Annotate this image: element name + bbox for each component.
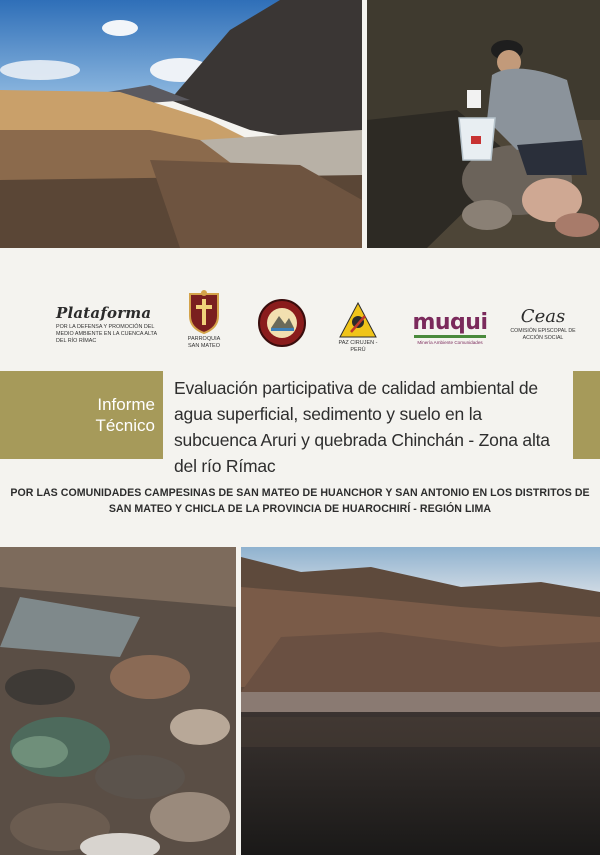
logo-muqui	[411, 290, 489, 360]
logo-community-seal	[255, 290, 309, 360]
band-right-accent	[573, 371, 600, 459]
parroquia-caption: PARROQUIA SAN MATEO	[187, 336, 221, 349]
muqui-strip	[414, 335, 486, 338]
parroquia-shield-icon	[186, 290, 222, 334]
photo-water-sampling	[367, 0, 600, 248]
report-type-label	[0, 371, 163, 459]
ceas-caption: COMISIÓN EPISCOPAL DE ACCIÓN SOCIAL	[510, 328, 576, 341]
photo-mountain-lagoon	[241, 547, 600, 855]
logo-plataforma	[56, 290, 166, 360]
document-subtitle: POR LAS COMUNIDADES CAMPESINAS DE SAN MATEO DE HUANCHOR Y SAN ANTONIO EN LOS DISTRITOS DE SAN MATEO Y CHICLA DE LA PROVINCIA DE HUAROCHIRÍ - REGIÓN LIMA	[10, 487, 590, 515]
partner-logos-row	[0, 290, 600, 360]
logo-parroquia-san-mateo	[184, 290, 224, 360]
title-band	[0, 371, 600, 476]
report-type-line1: Informe	[97, 395, 155, 414]
photo-rocky-stream	[0, 547, 236, 855]
muqui-word: muqui	[412, 310, 488, 335]
plataforma-subtitle: POR LA DEFENSA Y PROMOCIÓN DEL MEDIO AMBIENTE EN LA CUENCA ALTA DEL RÍO RÍMAC	[56, 324, 157, 344]
logo-paz-cirujen	[331, 290, 385, 360]
plataforma-name: Plataforma	[56, 304, 152, 322]
report-type-line2: Técnico	[95, 416, 155, 435]
community-seal-icon	[257, 298, 307, 348]
ceas-word: Ceas	[520, 306, 566, 327]
muqui-tagline: Minería Ambiente Comunidades	[417, 340, 483, 345]
document-title: Evaluación participativa de calidad ambiental de agua superficial, sedimento y suelo en la subcuenca Aruri y quebrada Chinchán - Zona alta del río Rímac	[174, 378, 550, 476]
paz-caption: PAZ CIRUJEN - PERÚ	[338, 340, 378, 353]
photo-mining-tailings-landscape	[0, 0, 362, 248]
paz-triangle-icon	[339, 302, 377, 338]
logo-ceas	[508, 290, 578, 360]
